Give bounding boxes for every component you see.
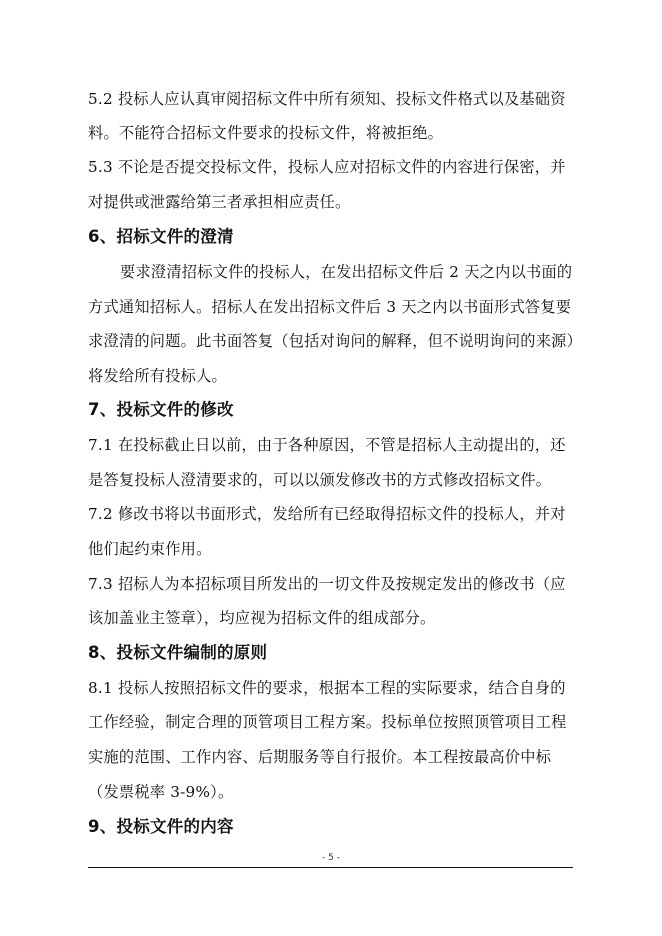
paragraph-line: 他们起约束作用。 <box>88 540 212 558</box>
paragraph-line: 工作经验，制定合理的顶管项目工程方案。投标单位按照顶管项目工程 <box>88 713 567 731</box>
paragraph-line: 实施的范围、工作内容、后期服务等自行报价。本工程按最高价中标 <box>88 748 552 766</box>
section-heading: 7、投标文件的修改 <box>88 400 234 419</box>
paragraph-line: 对提供或泄露给第三者承担相应责任。 <box>88 193 351 211</box>
paragraph-line: 7.2 修改书将以书面形式，发给所有已经取得招标文件的投标人，并对 <box>88 505 566 523</box>
paragraph-line: 要求澄清招标文件的投标人，在发出招标文件后 2 天之内以书面的 <box>120 263 573 281</box>
section-heading: 9、投标文件的内容 <box>88 817 234 836</box>
paragraph-line: 8.1 投标人按照招标文件的要求，根据本工程的实际要求，结合自身的 <box>88 679 566 697</box>
paragraph-line: 7.3 招标人为本招标项目所发出的一切文件及按规定发出的修改书（应 <box>88 575 566 593</box>
paragraph-line: 料。不能符合招标文件要求的投标文件，将被拒绝。 <box>88 124 444 142</box>
paragraph-line: 将发给所有投标人。 <box>88 367 227 385</box>
paragraph-line: 是答复投标人澄清要求的，可以以颁发修改书的方式修改招标文件。 <box>88 471 552 489</box>
paragraph-line: 7.1 在投标截止日以前，由于各种原因，不管是招标人主动提出的，还 <box>88 436 566 454</box>
paragraph-line: 5.3 不论是否提交投标文件，投标人应对招标文件的内容进行保密，并 <box>88 158 566 176</box>
paragraph-line: 方式通知招标人。招标人在发出招标文件后 3 天之内以书面形式答复要 <box>88 298 572 316</box>
paragraph-line: 该加盖业主签章），均应视为招标文件的组成部分。 <box>88 609 436 627</box>
section-heading: 6、招标文件的澄清 <box>88 227 234 246</box>
page-number: - 5 - <box>322 853 340 863</box>
section-heading: 8、投标文件编制的原则 <box>88 643 268 662</box>
footer-rule <box>88 867 573 868</box>
paragraph-line: 5.2 投标人应认真审阅招标文件中所有须知、投标文件格式以及基础资 <box>88 90 566 108</box>
paragraph-line: 求澄清的问题。此书面答复（包括对询问的解释，但不说明询问的来源） <box>88 332 582 350</box>
paragraph-line: （发票税率 3-9%）。 <box>88 783 234 801</box>
